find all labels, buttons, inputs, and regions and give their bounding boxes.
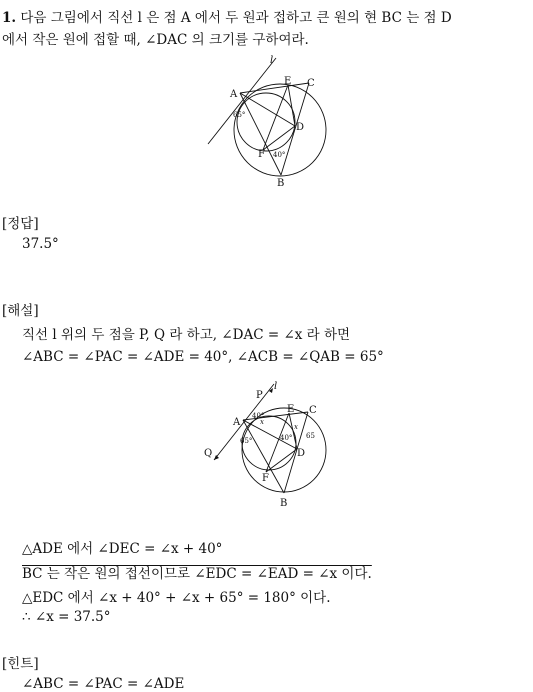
problem-line-2: 에서 작은 원에 접할 때, ∠DAC 의 크기를 구하여라. bbox=[2, 32, 309, 48]
arrow-Q bbox=[214, 455, 219, 460]
fig2-angle-65-right: 65 bbox=[306, 432, 315, 440]
fig2-label-B: B bbox=[280, 498, 288, 509]
answer-label: [정답] bbox=[2, 216, 39, 232]
fig1-label-D: D bbox=[296, 122, 305, 133]
fig1-label-A: A bbox=[230, 89, 238, 100]
fig1-label-F: F bbox=[258, 149, 265, 160]
fig2-angle-40-top: 40° bbox=[252, 412, 265, 420]
segment-ED bbox=[288, 85, 295, 126]
solution-line-6: ∴ ∠x = 37.5° bbox=[22, 609, 111, 625]
hint-line-1: ∠ABC = ∠PAC = ∠ADE bbox=[22, 676, 185, 692]
tangent-line-l bbox=[208, 58, 276, 144]
fig1-label-C: C bbox=[307, 78, 315, 89]
fig2-label-F: F bbox=[262, 473, 269, 484]
segment-ED bbox=[289, 413, 297, 449]
solution-line-3: △ADE 에서 ∠DEC = ∠x + 40° bbox=[22, 541, 223, 557]
fig1-label-l: l bbox=[270, 55, 274, 66]
solution-label: [해설] bbox=[2, 303, 39, 319]
problem-text-1: 다음 그림에서 직선 l 은 점 A 에서 두 원과 접하고 큰 원의 현 BC 는 점 D bbox=[20, 10, 452, 26]
fig2-angle-x-right: x bbox=[294, 423, 298, 431]
chord-BC bbox=[281, 83, 309, 175]
solution-line-1: 직선 l 위의 두 점을 P, Q 라 하고, ∠DAC = ∠x 라 하면 bbox=[22, 327, 351, 343]
fig2-label-E: E bbox=[287, 404, 295, 415]
arrow-P bbox=[269, 388, 273, 393]
fig2-label-l: l bbox=[274, 381, 278, 392]
fig1-label-E: E bbox=[284, 76, 292, 87]
solution-line-4: BC 는 작은 원의 접선이므로 ∠EDC = ∠EAD = ∠x 이다. bbox=[22, 566, 372, 582]
fig1-angle-65: 65° bbox=[233, 111, 246, 119]
answer-value: 37.5° bbox=[22, 236, 59, 252]
fig2-angle-40-mid: 40° bbox=[280, 434, 293, 442]
problem-line-1 bbox=[2, 6, 452, 26]
figure-1 bbox=[200, 54, 340, 194]
fig2-label-P: P bbox=[256, 390, 263, 401]
fig2-label-C: C bbox=[309, 405, 317, 416]
solution-line-5: △EDC 에서 ∠x + 40° + ∠x + 65° = 180° 이다. bbox=[22, 590, 331, 606]
fig2-label-A: A bbox=[233, 417, 241, 428]
figure-2 bbox=[196, 380, 346, 520]
fig1-angle-40: 40° bbox=[273, 151, 286, 159]
fig1-label-B: B bbox=[277, 178, 285, 189]
problem-number: 1. bbox=[2, 10, 17, 26]
solution-line-2: ∠ABC = ∠PAC = ∠ADE = 40°, ∠ACB = ∠QAB = 65° bbox=[22, 349, 384, 365]
fig2-angle-65-left: 65° bbox=[240, 437, 253, 445]
hint-label: [힌트] bbox=[2, 656, 39, 672]
fig2-angle-x-top: x bbox=[260, 418, 264, 426]
fig2-label-Q: Q bbox=[204, 448, 213, 459]
fig2-label-D: D bbox=[297, 448, 306, 459]
